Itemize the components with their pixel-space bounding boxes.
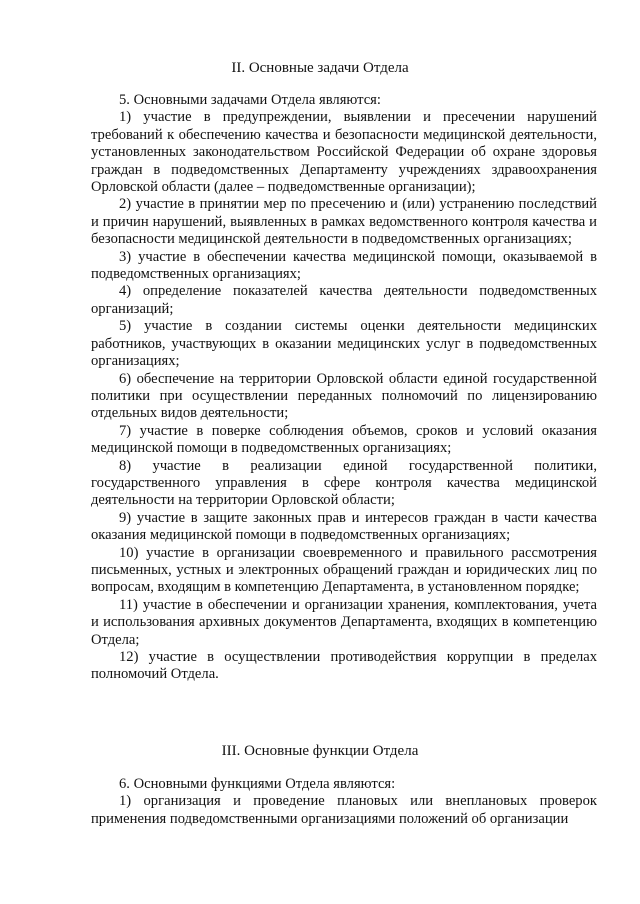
task-item-6: 6) обеспечение на территории Орловской области единой государственной политики при осуществлении переданных полномочий по лицензированию отдельных видов деятельности; xyxy=(91,370,597,422)
task-item-2: 2) участие в принятии мер по пресечению и (или) устранению последствий и причин нарушений, выявленных в рамках ведомственного контроля качества и безопасности медицинской деятельности в подведомственных организациях; xyxy=(91,196,597,248)
task-item-12: 12) участие в осуществлении противодействия коррупции в пределах полномочий Отдела. xyxy=(91,649,597,683)
task-item-8: 8) участие в реализации единой государственной политики, государственного управления в сфере контроля качества медицинской деятельности на территории Орловской области; xyxy=(91,457,597,509)
function-item-1: 1) организация и проведение плановых или внеплановых проверок применения подведомственными организациями положений об организации xyxy=(91,793,597,827)
task-item-4: 4) определение показателей качества деятельности подведомственных организаций; xyxy=(91,283,597,317)
task-item-11: 11) участие в обеспечении и организации хранения, комплектования, учета и использования архивных документов Департамента, входящих в компетенцию Отдела; xyxy=(91,596,597,648)
task-item-9: 9) участие в защите законных прав и интересов граждан в части качества оказания медицинской помощи в подведомственных организациях; xyxy=(91,509,597,544)
section-3-intro: 6. Основными функциями Отдела являются: xyxy=(119,776,396,792)
task-item-1: 1) участие в предупреждении, выявлении и пресечении нарушений требований к обеспечению качества и безопасности медицинской деятельности, установленных законодательством Российской Федерации об охране здоровья граждан в подведомственных Департаменту учреждениях здравоохранения Орловской области (далее – подведомственные организации); xyxy=(91,109,597,196)
section-2-heading: II. Основные задачи Отдела xyxy=(231,60,409,76)
section-3-heading: III. Основные функции Отдела xyxy=(221,743,419,759)
task-item-3: 3) участие в обеспечении качества медицинской помощи, оказываемой в подведомственных организациях; xyxy=(91,248,597,283)
section-3-body xyxy=(91,776,597,828)
section-2-body xyxy=(91,92,597,684)
section-2-intro: 5. Основными задачами Отдела являются: xyxy=(119,92,381,108)
task-item-7: 7) участие в поверке соблюдения объемов, сроков и условий оказания медицинской помощи в подведомственных организациях; xyxy=(91,422,597,457)
task-item-10: 10) участие в организации своевременного и правильного рассмотрения письменных, устных и электронных обращений граждан и юридических лиц по вопросам, входящим в компетенцию Департамента, в установленном порядке; xyxy=(91,544,597,596)
task-item-5: 5) участие в создании системы оценки деятельности медицинских работников, участвующих в оказании медицинских услуг в подведомственных организациях; xyxy=(91,318,597,370)
